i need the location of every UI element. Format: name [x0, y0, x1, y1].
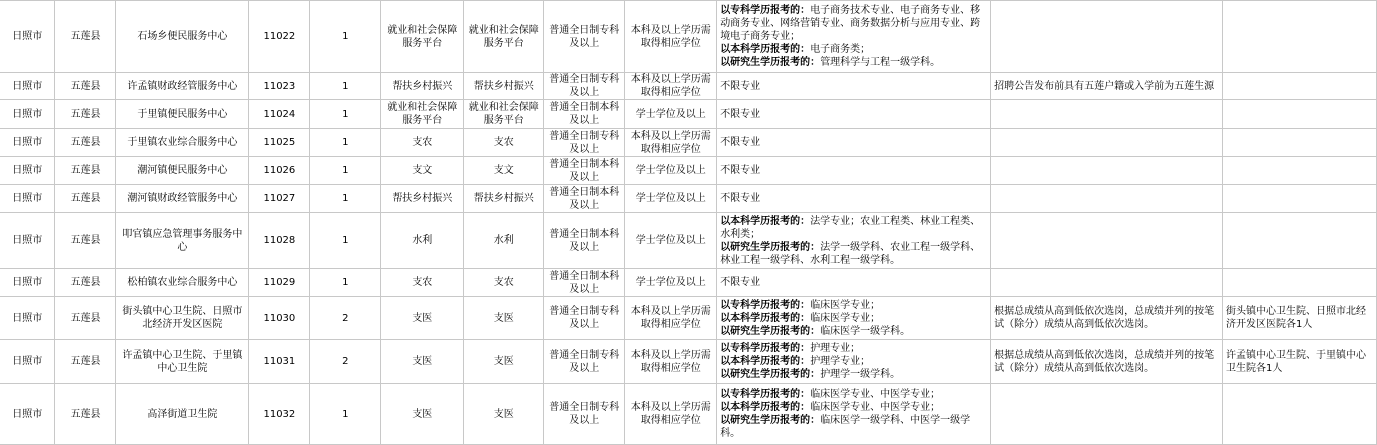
cell-degree: 本科及以上学历需取得相应学位	[625, 1, 717, 73]
cell-post1: 帮扶乡村振兴	[381, 73, 464, 100]
major-edu-level: 以研究生学历报考的：	[720, 241, 821, 253]
major-edu-level: 以本科学历报考的：	[720, 356, 811, 367]
cell-unit: 石场乡便民服务中心	[116, 1, 249, 73]
major-text: 不限专业	[720, 193, 761, 204]
major-edu-level: 以本科学历报考的：	[720, 44, 811, 55]
cell-city: 日照市	[0, 213, 55, 269]
cell-edu: 普通全日制专科及以上	[544, 297, 625, 340]
cell-county: 五莲县	[55, 269, 116, 297]
cell-city: 日照市	[0, 185, 55, 213]
major-line	[720, 136, 987, 149]
cell-count: 1	[310, 73, 381, 100]
cell-code: 11028	[249, 213, 310, 269]
table-row	[0, 100, 1377, 129]
cell-major	[717, 297, 991, 340]
cell-city: 日照市	[0, 384, 55, 445]
major-edu-level: 以研究生学历报考的：	[720, 325, 821, 337]
major-line	[720, 401, 987, 414]
cell-remark	[1222, 185, 1376, 213]
cell-post2: 帮扶乡村振兴	[464, 185, 544, 213]
cell-code: 11030	[249, 297, 310, 340]
table-row	[0, 297, 1377, 340]
major-line	[720, 368, 987, 381]
cell-major	[717, 129, 991, 157]
cell-county: 五莲县	[55, 384, 116, 445]
cell-major	[717, 1, 991, 73]
cell-post1: 就业和社会保障服务平台	[381, 1, 464, 73]
cell-degree: 学士学位及以上	[625, 269, 717, 297]
cell-remark: 许孟镇中心卫生院、于里镇中心卫生院各1人	[1222, 340, 1376, 384]
cell-post2: 支农	[464, 269, 544, 297]
cell-note	[991, 213, 1223, 269]
major-line	[720, 312, 987, 325]
cell-city: 日照市	[0, 129, 55, 157]
major-edu-level: 以研究生学历报考的：	[720, 369, 821, 380]
cell-post2: 支医	[464, 384, 544, 445]
cell-major	[717, 340, 991, 384]
table-body	[0, 1, 1377, 445]
major-line	[720, 108, 987, 121]
cell-count: 2	[310, 297, 381, 340]
major-text: 临床医学专业、中医学专业；	[810, 402, 941, 413]
major-edu-level: 以专科学历报考的：	[720, 343, 811, 354]
cell-post1: 支医	[381, 297, 464, 340]
cell-count: 2	[310, 340, 381, 384]
table-row	[0, 129, 1377, 157]
cell-post2: 就业和社会保障服务平台	[464, 1, 544, 73]
cell-edu: 普通全日制专科及以上	[544, 340, 625, 384]
table-row	[0, 213, 1377, 269]
cell-edu: 普通全日制专科及以上	[544, 1, 625, 73]
cell-county: 五莲县	[55, 129, 116, 157]
cell-county: 五莲县	[55, 1, 116, 73]
cell-code: 11025	[249, 129, 310, 157]
major-text: 法学专业；农业工程类、林业工程类、水利类；	[720, 215, 981, 240]
cell-edu: 普通全日制本科及以上	[544, 269, 625, 297]
cell-code: 11022	[249, 1, 310, 73]
major-text: 护理学一级学科。	[820, 369, 901, 380]
cell-count: 1	[310, 384, 381, 445]
cell-county: 五莲县	[55, 157, 116, 185]
cell-post1: 支医	[381, 340, 464, 384]
major-text: 临床医学专业；	[810, 299, 881, 311]
major-edu-level: 以研究生学历报考的：	[720, 57, 821, 68]
major-edu-level: 以本科学历报考的：	[720, 402, 811, 413]
cell-remark: 街头镇中心卫生院、日照市北经济开发区医院各1人	[1222, 297, 1376, 340]
cell-code: 11032	[249, 384, 310, 445]
cell-note: 根据总成绩从高到低依次选岗，总成绩并列的按笔试（除分）成绩从高到低依次选岗。	[991, 297, 1223, 340]
cell-note	[991, 384, 1223, 445]
cell-degree: 本科及以上学历需取得相应学位	[625, 384, 717, 445]
cell-county: 五莲县	[55, 185, 116, 213]
cell-count: 1	[310, 213, 381, 269]
major-line	[720, 325, 987, 338]
cell-city: 日照市	[0, 157, 55, 185]
major-text: 护理学专业；	[810, 356, 871, 367]
major-edu-level: 以专科学历报考的：	[720, 5, 811, 16]
cell-degree: 本科及以上学历需取得相应学位	[625, 340, 717, 384]
cell-unit: 叩官镇应急管理事务服务中心	[116, 213, 249, 269]
major-text: 电子商务类；	[810, 44, 871, 55]
cell-post2: 水利	[464, 213, 544, 269]
cell-code: 11023	[249, 73, 310, 100]
major-text: 电子商务技术专业、电子商务专业、移动商务专业、网络营销专业、商务数据分析与应用专业、跨境电子商务专业；	[720, 5, 981, 42]
cell-unit: 街头镇中心卫生院、日照市北经济开发区医院	[116, 297, 249, 340]
cell-edu: 普通全日制专科及以上	[544, 73, 625, 100]
cell-degree: 学士学位及以上	[625, 213, 717, 269]
cell-city: 日照市	[0, 340, 55, 384]
cell-edu: 普通全日制本科及以上	[544, 213, 625, 269]
cell-unit: 潮河镇便民服务中心	[116, 157, 249, 185]
cell-edu: 普通全日制本科及以上	[544, 185, 625, 213]
major-text: 临床医学专业、中医学专业；	[810, 389, 941, 400]
cell-edu: 普通全日制专科及以上	[544, 384, 625, 445]
major-line	[720, 56, 987, 69]
major-text: 临床医学一级学科、中医学一级学科。	[720, 415, 971, 439]
cell-count: 1	[310, 269, 381, 297]
cell-county: 五莲县	[55, 297, 116, 340]
cell-degree: 学士学位及以上	[625, 185, 717, 213]
major-edu-level: 以本科学历报考的：	[720, 215, 811, 227]
major-line	[720, 342, 987, 355]
cell-degree: 本科及以上学历需取得相应学位	[625, 129, 717, 157]
cell-post2: 帮扶乡村振兴	[464, 73, 544, 100]
cell-post2: 就业和社会保障服务平台	[464, 100, 544, 129]
cell-unit: 许孟镇中心卫生院、于里镇中心卫生院	[116, 340, 249, 384]
major-text: 临床医学一级学科。	[820, 325, 911, 337]
cell-code: 11027	[249, 185, 310, 213]
major-line	[720, 388, 987, 401]
cell-major	[717, 157, 991, 185]
cell-post1: 支农	[381, 269, 464, 297]
cell-city: 日照市	[0, 1, 55, 73]
major-line	[720, 241, 987, 267]
table-row	[0, 269, 1377, 297]
cell-post1: 水利	[381, 213, 464, 269]
major-line	[720, 43, 987, 56]
major-text: 临床医学专业；	[810, 312, 881, 324]
cell-city: 日照市	[0, 100, 55, 129]
major-edu-level: 以研究生学历报考的：	[720, 415, 821, 426]
major-line	[720, 80, 987, 93]
cell-post2: 支医	[464, 340, 544, 384]
cell-remark	[1222, 129, 1376, 157]
cell-post1: 帮扶乡村振兴	[381, 185, 464, 213]
cell-edu: 普通全日制专科及以上	[544, 129, 625, 157]
cell-edu: 普通全日制本科及以上	[544, 157, 625, 185]
cell-degree: 学士学位及以上	[625, 157, 717, 185]
cell-degree: 本科及以上学历需取得相应学位	[625, 297, 717, 340]
table-row	[0, 185, 1377, 213]
cell-city: 日照市	[0, 297, 55, 340]
table-row	[0, 73, 1377, 100]
cell-county: 五莲县	[55, 213, 116, 269]
cell-count: 1	[310, 100, 381, 129]
cell-post2: 支农	[464, 129, 544, 157]
major-edu-level: 以本科学历报考的：	[720, 312, 811, 324]
cell-unit: 许孟镇财政经管服务中心	[116, 73, 249, 100]
major-text: 管理科学与工程一级学科。	[820, 57, 941, 68]
cell-edu: 普通全日制本科及以上	[544, 100, 625, 129]
major-text: 不限专业	[720, 108, 761, 120]
cell-major	[717, 213, 991, 269]
cell-note	[991, 185, 1223, 213]
cell-note: 招聘公告发布前具有五莲户籍或入学前为五莲生源	[991, 73, 1223, 100]
major-text: 法学一级学科、农业工程一级学科、林业工程一级学科、水利工程一级学科。	[720, 241, 981, 266]
table-row	[0, 384, 1377, 445]
cell-remark	[1222, 1, 1376, 73]
cell-degree: 学士学位及以上	[625, 100, 717, 129]
cell-count: 1	[310, 129, 381, 157]
cell-major	[717, 100, 991, 129]
major-line	[720, 164, 987, 177]
cell-remark	[1222, 73, 1376, 100]
cell-city: 日照市	[0, 73, 55, 100]
cell-count: 1	[310, 157, 381, 185]
cell-count: 1	[310, 1, 381, 73]
cell-unit: 于里镇便民服务中心	[116, 100, 249, 129]
cell-county: 五莲县	[55, 340, 116, 384]
cell-remark	[1222, 100, 1376, 129]
major-text: 不限专业	[720, 137, 761, 148]
cell-post2: 支文	[464, 157, 544, 185]
cell-unit: 于里镇农业综合服务中心	[116, 129, 249, 157]
cell-post2: 支医	[464, 297, 544, 340]
major-line	[720, 4, 987, 43]
major-text: 不限专业	[720, 277, 761, 288]
cell-post1: 支文	[381, 157, 464, 185]
cell-major	[717, 185, 991, 213]
major-line	[720, 355, 987, 368]
cell-count: 1	[310, 185, 381, 213]
major-line	[720, 276, 987, 289]
major-line	[720, 215, 987, 241]
cell-note	[991, 1, 1223, 73]
major-edu-level: 以专科学历报考的：	[720, 299, 811, 311]
cell-county: 五莲县	[55, 73, 116, 100]
cell-unit: 高泽街道卫生院	[116, 384, 249, 445]
table-row	[0, 157, 1377, 185]
cell-degree: 本科及以上学历需取得相应学位	[625, 73, 717, 100]
major-text: 不限专业	[720, 165, 761, 176]
cell-note	[991, 269, 1223, 297]
major-line	[720, 299, 987, 312]
cell-code: 11024	[249, 100, 310, 129]
major-line	[720, 414, 987, 440]
cell-remark	[1222, 384, 1376, 445]
cell-remark	[1222, 269, 1376, 297]
cell-county: 五莲县	[55, 100, 116, 129]
major-text: 不限专业	[720, 80, 761, 92]
cell-unit: 松柏镇农业综合服务中心	[116, 269, 249, 297]
cell-remark	[1222, 213, 1376, 269]
cell-post1: 支医	[381, 384, 464, 445]
table-row	[0, 1, 1377, 73]
cell-note	[991, 129, 1223, 157]
cell-remark	[1222, 157, 1376, 185]
major-edu-level: 以专科学历报考的：	[720, 389, 811, 400]
cell-major	[717, 384, 991, 445]
cell-major	[717, 269, 991, 297]
major-line	[720, 192, 987, 205]
table-row	[0, 340, 1377, 384]
cell-code: 11026	[249, 157, 310, 185]
cell-note	[991, 157, 1223, 185]
cell-major	[717, 73, 991, 100]
cell-note	[991, 100, 1223, 129]
major-text: 护理专业；	[810, 343, 861, 354]
cell-post1: 支农	[381, 129, 464, 157]
cell-city: 日照市	[0, 269, 55, 297]
cell-code: 11031	[249, 340, 310, 384]
cell-note: 根据总成绩从高到低依次选岗，总成绩并列的按笔试（除分）成绩从高到低依次选岗。	[991, 340, 1223, 384]
cell-code: 11029	[249, 269, 310, 297]
cell-post1: 就业和社会保障服务平台	[381, 100, 464, 129]
cell-unit: 潮河镇财政经管服务中心	[116, 185, 249, 213]
